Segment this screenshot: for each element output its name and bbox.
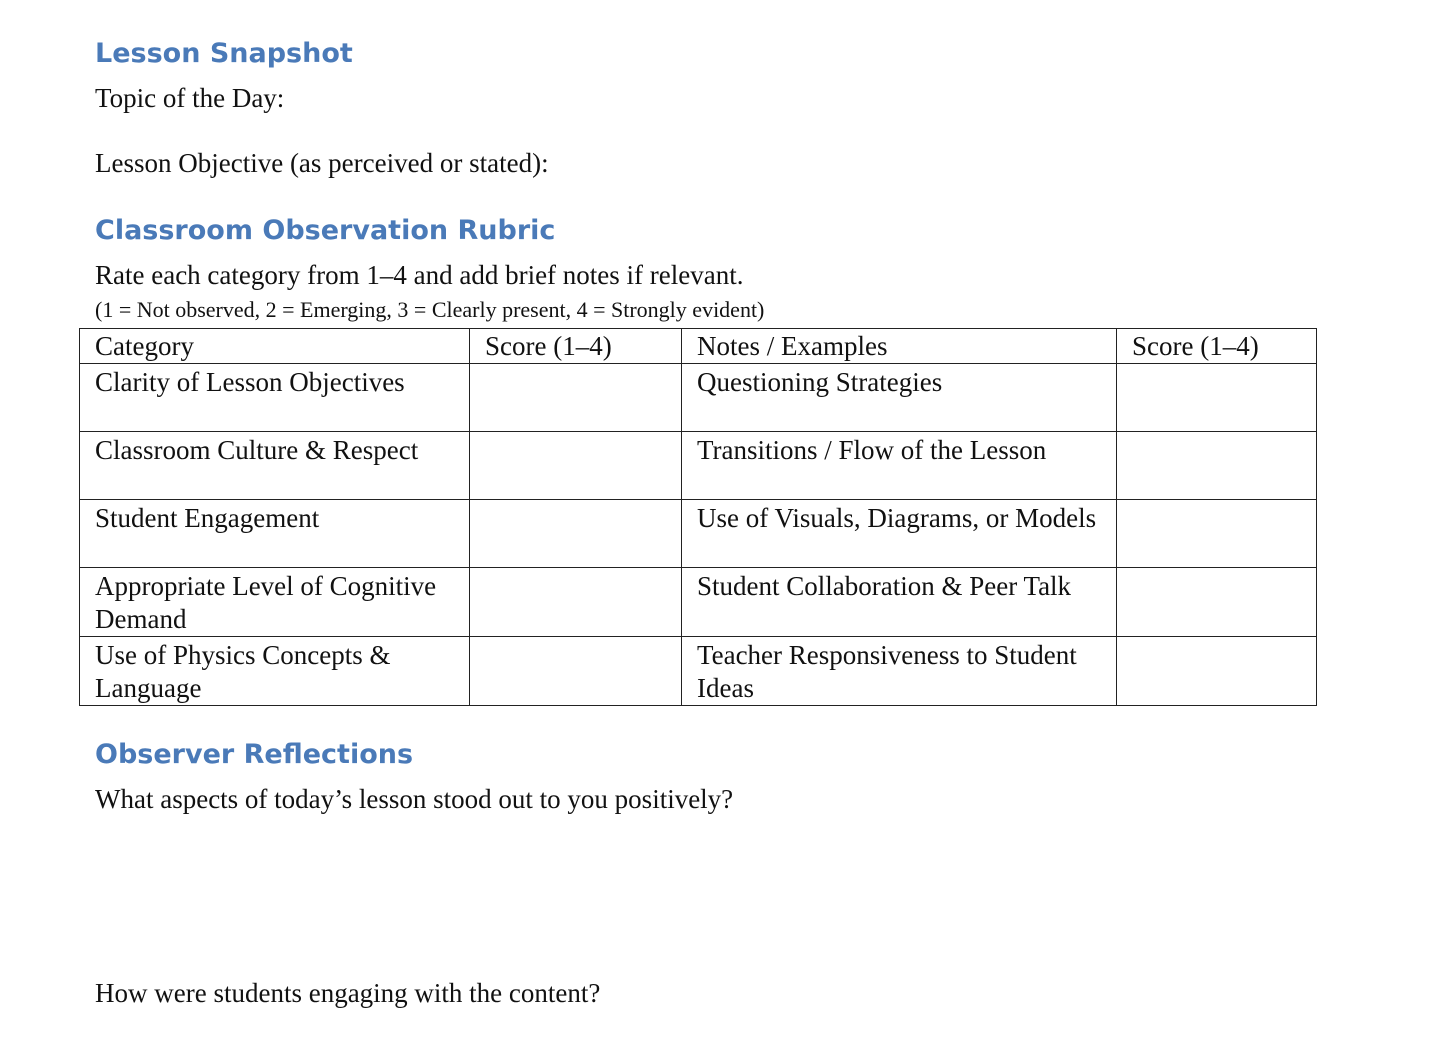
category-cell-2: Teacher Responsiveness to Student Ideas bbox=[682, 637, 1117, 706]
score-cell[interactable] bbox=[470, 568, 682, 637]
category-cell: Clarity of Lesson Objectives bbox=[80, 364, 470, 432]
reflection-question-positive: What aspects of today’s lesson stood out to you positively? bbox=[95, 784, 734, 814]
rubric-scale-note: (1 = Not observed, 2 = Emerging, 3 = Clearly present, 4 = Strongly evident) bbox=[95, 297, 765, 322]
score-cell[interactable] bbox=[470, 637, 682, 706]
lesson-snapshot-heading: Lesson Snapshot bbox=[95, 38, 353, 69]
score-cell[interactable] bbox=[470, 500, 682, 568]
category-cell: Appropriate Level of Cognitive Demand bbox=[80, 568, 470, 637]
category-cell: Classroom Culture & Respect bbox=[80, 432, 470, 500]
category-cell: Student Engagement bbox=[80, 500, 470, 568]
score-cell-2[interactable] bbox=[1117, 432, 1317, 500]
category-cell-2: Student Collaboration & Peer Talk bbox=[682, 568, 1117, 637]
score-cell-2[interactable] bbox=[1117, 364, 1317, 432]
column-header-score-2: Score (1–4) bbox=[1117, 329, 1317, 364]
score-cell[interactable] bbox=[470, 364, 682, 432]
table-row bbox=[80, 637, 1317, 706]
topic-of-the-day-label: Topic of the Day: bbox=[95, 83, 285, 113]
rubric-instruction: Rate each category from 1–4 and add brief notes if relevant. bbox=[95, 260, 744, 290]
table-row bbox=[80, 432, 1317, 500]
table-row bbox=[80, 500, 1317, 568]
reflection-question-engagement: How were students engaging with the content? bbox=[95, 978, 601, 1008]
category-cell-2: Transitions / Flow of the Lesson bbox=[682, 432, 1117, 500]
score-cell[interactable] bbox=[470, 432, 682, 500]
lesson-objective-label: Lesson Objective (as perceived or stated): bbox=[95, 148, 549, 178]
score-cell-2[interactable] bbox=[1117, 568, 1317, 637]
category-cell-2: Questioning Strategies bbox=[682, 364, 1117, 432]
category-cell-2: Use of Visuals, Diagrams, or Models bbox=[682, 500, 1117, 568]
category-cell: Use of Physics Concepts & Language bbox=[80, 637, 470, 706]
observer-reflections-heading: Observer Reflections bbox=[95, 739, 414, 770]
column-header-score: Score (1–4) bbox=[470, 329, 682, 364]
table-header-row bbox=[80, 329, 1317, 364]
score-cell-2[interactable] bbox=[1117, 637, 1317, 706]
table-row bbox=[80, 364, 1317, 432]
score-cell-2[interactable] bbox=[1117, 500, 1317, 568]
column-header-category: Category bbox=[80, 329, 470, 364]
table-row bbox=[80, 568, 1317, 637]
rubric-heading: Classroom Observation Rubric bbox=[95, 215, 556, 246]
rubric-table bbox=[79, 328, 1317, 706]
column-header-notes: Notes / Examples bbox=[682, 329, 1117, 364]
